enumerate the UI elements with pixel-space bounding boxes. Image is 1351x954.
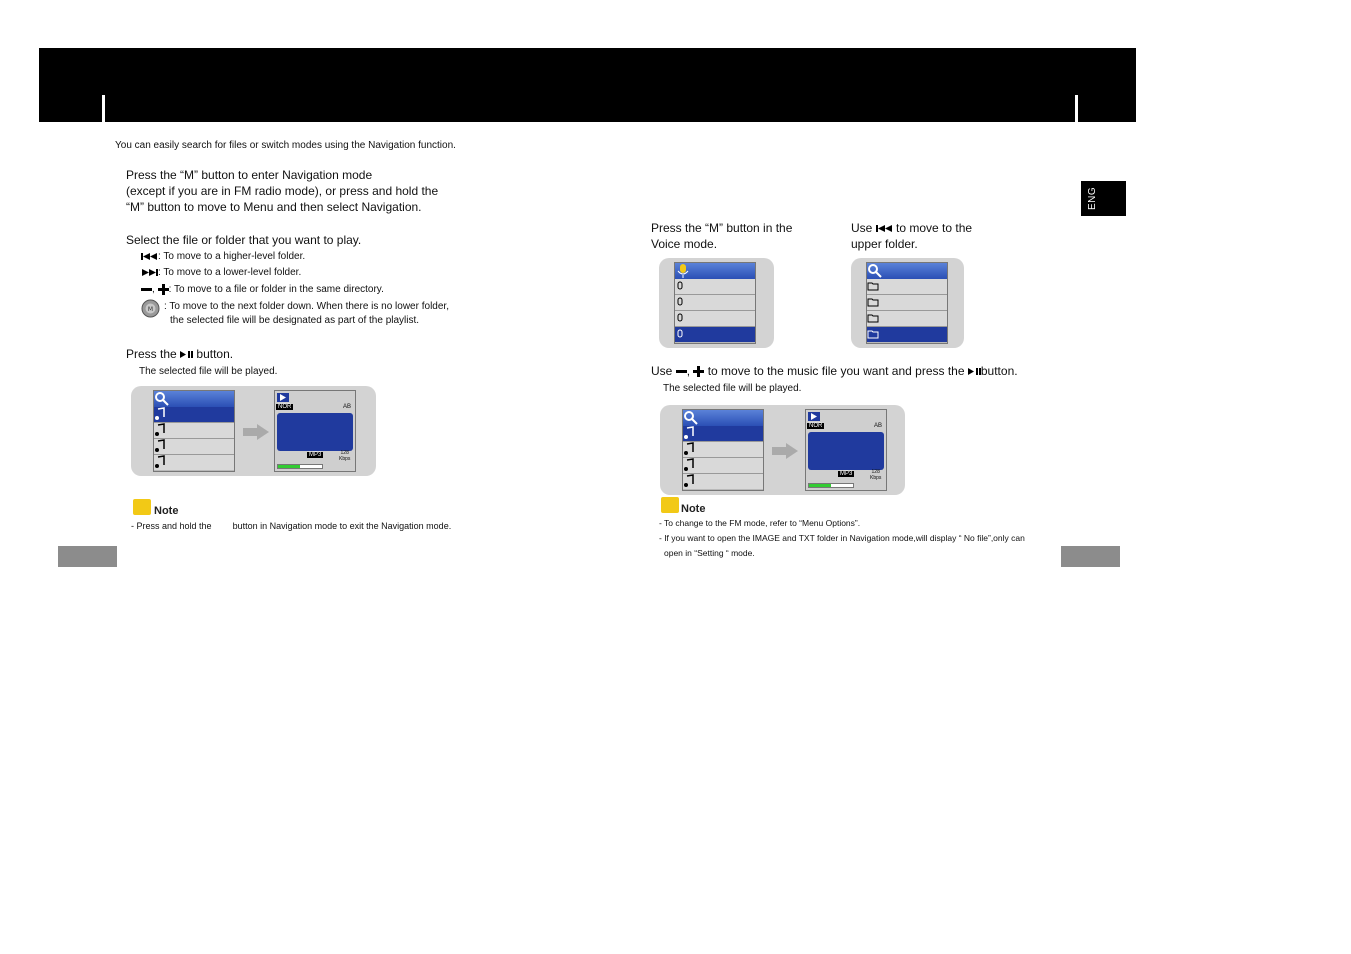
bitrate-value: 128: [340, 450, 349, 456]
voice-file-icon: [675, 311, 685, 325]
bullet-text: : To move to a higher-level folder.: [158, 251, 306, 262]
lcd-folder-row: [867, 279, 947, 295]
lcd-music-row: [683, 442, 763, 458]
bitrate-label: [870, 469, 881, 481]
music-note-icon: [154, 407, 166, 421]
repeat-mode-label: AB: [874, 423, 883, 429]
skip-back-icon: [876, 224, 893, 233]
folder-icon: [867, 311, 879, 325]
plus-icon: [158, 284, 169, 295]
player-lcd: [274, 390, 356, 472]
plus-icon: [693, 366, 704, 377]
folder-icon: [867, 327, 879, 341]
music-note-icon: [683, 474, 695, 488]
bitrate-unit: Kbps: [339, 456, 351, 462]
step3-pre: Press the: [126, 347, 177, 361]
player-info-panel: [808, 432, 884, 470]
minus-icon: [676, 367, 687, 376]
music-note-icon: [683, 442, 695, 456]
note-text: [131, 519, 451, 533]
music-screens-illustration: [660, 405, 905, 495]
music-note-icon: [154, 423, 166, 437]
page-number-block: [58, 546, 117, 567]
folder-screen-illustration: [851, 258, 964, 348]
progress-track: [808, 483, 854, 488]
step2-text: Select the file or folder that you want to play.: [126, 233, 362, 247]
note-icon: [133, 499, 151, 515]
bullet-higher-folder: [141, 250, 305, 264]
music-mid: to move to the music file you want and press the: [707, 364, 965, 378]
bullet-text: : To move to the next folder down. When there is no lower folder,: [164, 301, 449, 312]
lcd-folder-row: [867, 311, 947, 327]
format-label: MP3: [309, 452, 322, 458]
note-text: [659, 516, 1025, 561]
lcd-header: [867, 263, 947, 279]
lcd-voice-row: [675, 311, 755, 327]
bullet-text: the selected file will be designated as part of the playlist.: [170, 315, 420, 326]
player-lcd: [805, 409, 887, 491]
repeat-mode-label: AB: [343, 404, 352, 410]
upper-post: to move to the: [896, 221, 973, 235]
music-pre: Use: [651, 364, 673, 378]
voice-step-text: [651, 220, 792, 252]
separator: ,: [152, 284, 155, 295]
step3-post: button.: [196, 347, 234, 361]
eq-label: NOR: [278, 404, 292, 410]
folder-icon: [867, 279, 879, 293]
separator: ,: [686, 364, 691, 378]
language-tab: [1081, 181, 1126, 216]
lcd-music-row: [683, 426, 763, 442]
menu-button-icon: [141, 299, 160, 318]
voice-screen-illustration: [659, 258, 774, 348]
bullet-same-directory: [141, 283, 384, 297]
step1-line: Press the “M” button to enter Navigation mode: [126, 168, 373, 182]
step1-line: (except if you are in FM radio mode), or press and hold the: [126, 184, 439, 198]
step1-line: “M” button to move to Menu and then select Navigation.: [126, 200, 422, 214]
lcd-header: [683, 410, 763, 426]
voice-line: Voice mode.: [651, 237, 718, 251]
voice-line: Press the “M” button in the: [651, 221, 793, 235]
lcd-folder-row: [867, 295, 947, 311]
format-label: MP3: [840, 471, 853, 477]
folder-lcd: [866, 262, 948, 344]
navigation-screens-illustration: [131, 386, 376, 476]
bitrate-label: [339, 450, 350, 462]
play-pause-icon: [180, 350, 193, 359]
upper-line2: upper folder.: [851, 237, 918, 251]
svg-text:M: M: [147, 306, 154, 313]
player-info-panel: [277, 413, 353, 451]
note-title: Note: [681, 503, 706, 515]
bitrate-value: 128: [871, 469, 880, 475]
bullet-text: : To move to a file or folder in the same directory.: [168, 284, 384, 295]
navigation-lcd: [153, 390, 235, 472]
voice-file-icon: [675, 295, 685, 309]
voice-lcd: [674, 262, 756, 344]
arrow-right-icon: [772, 443, 798, 459]
search-icon: [683, 410, 699, 426]
music-note-icon: [683, 426, 695, 440]
lcd-voice-row: [675, 279, 755, 295]
folder-icon: [867, 295, 879, 309]
note-icon: [661, 497, 679, 513]
header-divider: [102, 95, 105, 122]
eq-label: NOR: [809, 423, 823, 429]
note-line: - If you want to open the IMAGE and TXT folder in Navigation mode,will display “ No file”,only can: [659, 533, 1025, 543]
arrow-right-icon: [243, 424, 269, 440]
play-pause-icon: [968, 367, 981, 376]
lcd-header: [154, 391, 234, 407]
header-divider: [1075, 95, 1078, 122]
skip-back-icon: [141, 252, 158, 261]
note-line: open in “Setting “ mode.: [664, 548, 755, 558]
play-status-icon: [277, 393, 289, 402]
bitrate-unit: Kbps: [870, 475, 882, 481]
music-step-text: [651, 363, 1018, 379]
language-tab-label: ENG: [1087, 186, 1098, 210]
upper-pre: Use: [851, 221, 873, 235]
progress-fill: [278, 465, 300, 468]
lcd-voice-row: [675, 295, 755, 311]
voice-file-icon: [675, 327, 685, 341]
lcd-music-row: [683, 474, 763, 489]
music-subtext: The selected file will be played.: [663, 383, 802, 394]
skip-forward-icon: [141, 268, 158, 277]
upper-folder-step-text: [851, 220, 972, 252]
note-title: Note: [154, 505, 179, 517]
lcd-folder-row: [867, 327, 947, 342]
progress-track: [277, 464, 323, 469]
lcd-music-row: [154, 407, 234, 423]
header-bar: [39, 48, 1136, 122]
step3-subtext: The selected file will be played.: [139, 366, 278, 377]
music-note-icon: [154, 439, 166, 453]
step3-text: [126, 346, 233, 362]
minus-icon: [141, 285, 152, 294]
lcd-voice-row: [675, 327, 755, 342]
lcd-music-row: [154, 455, 234, 470]
play-status-icon: [808, 412, 820, 421]
intro-text: You can easily search for files or switch modes using the Navigation function.: [115, 140, 456, 151]
page-number-block: [1061, 546, 1120, 567]
lcd-music-row: [154, 423, 234, 439]
search-icon: [867, 263, 883, 279]
voice-file-icon: [675, 279, 685, 293]
lcd-header: [675, 263, 755, 279]
microphone-icon: [675, 263, 691, 279]
step1-text: [126, 167, 438, 215]
music-note-icon: [154, 455, 166, 469]
note-post: button in Navigation mode to exit the Navigation mode.: [232, 521, 452, 531]
progress-fill: [809, 484, 831, 487]
navigation-lcd: [682, 409, 764, 491]
lcd-music-row: [154, 439, 234, 455]
bullet-lower-folder: [141, 266, 301, 280]
bullet-text: : To move to a lower-level folder.: [158, 267, 302, 278]
music-note-icon: [683, 458, 695, 472]
note-pre: - Press and hold the: [131, 521, 212, 531]
bullet-next-folder: [164, 300, 449, 328]
lcd-music-row: [683, 458, 763, 474]
search-icon: [154, 391, 170, 407]
note-line: - To change to the FM mode, refer to “Menu Options”.: [659, 518, 861, 528]
music-post: button.: [980, 364, 1018, 378]
